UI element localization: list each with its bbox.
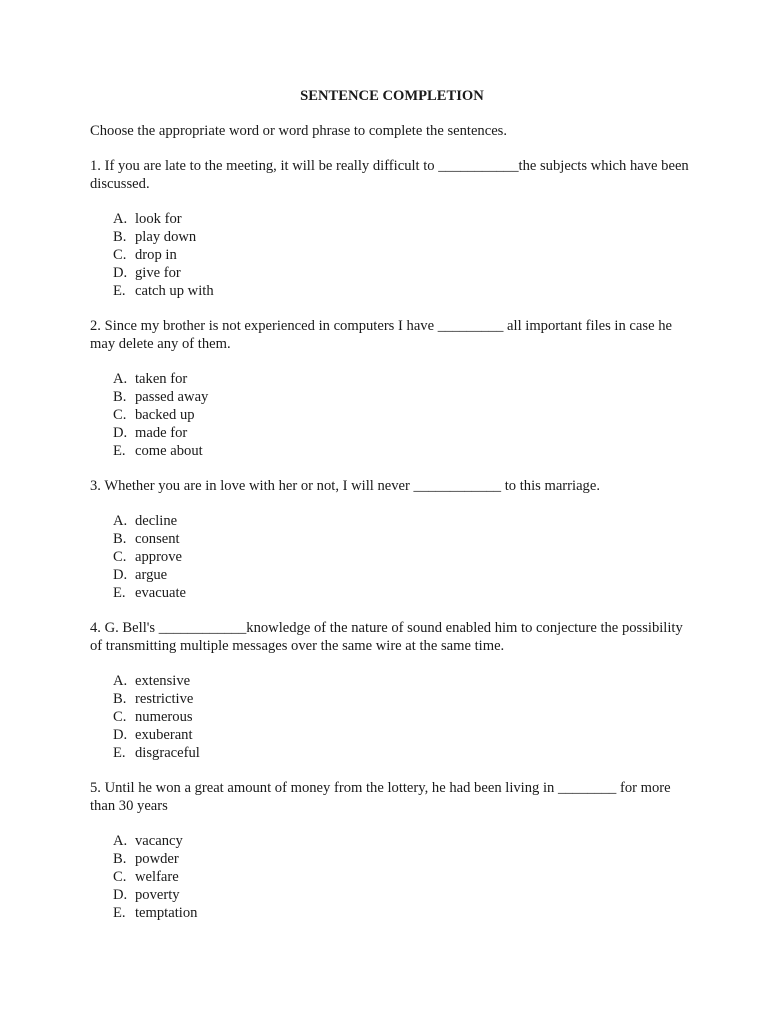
option-letter: A. xyxy=(113,513,128,529)
option-item xyxy=(113,672,690,690)
option-item xyxy=(113,850,690,868)
option-text: disgraceful xyxy=(135,745,200,761)
option-text: temptation xyxy=(135,905,198,921)
option-letter: B. xyxy=(113,691,127,707)
option-letter: B. xyxy=(113,229,127,245)
option-letter: A. xyxy=(113,371,128,387)
option-item xyxy=(113,584,690,602)
question-3 xyxy=(90,477,690,602)
question-5 xyxy=(90,779,690,922)
option-letter: A. xyxy=(113,211,128,227)
instructions-text: Choose the appropriate word or word phrase to complete the sentences. xyxy=(90,123,508,139)
option-text: backed up xyxy=(135,407,195,423)
option-text: numerous xyxy=(135,709,193,725)
option-text: catch up with xyxy=(135,283,214,299)
option-letter: C. xyxy=(113,869,127,885)
option-text: drop in xyxy=(135,247,177,263)
option-text: play down xyxy=(135,229,197,245)
question-text: 5. Until he won a great amount of money from the lottery, he had been living in ________ for more than 30 years xyxy=(90,780,671,814)
option-letter: E. xyxy=(113,745,126,761)
option-list xyxy=(90,672,690,762)
option-item xyxy=(113,832,690,850)
option-item xyxy=(113,406,690,424)
option-text: approve xyxy=(135,549,183,565)
option-item xyxy=(113,264,690,282)
option-letter: E. xyxy=(113,283,126,299)
option-item xyxy=(113,868,690,886)
option-text: restrictive xyxy=(135,691,194,707)
option-list xyxy=(90,370,690,460)
question-text: 4. G. Bell's ____________knowledge of the nature of sound enabled him to conjecture the possibility of transmitting multiple messages over the same wire at the same time. xyxy=(90,620,683,654)
option-item xyxy=(113,210,690,228)
option-letter: C. xyxy=(113,407,127,423)
option-item xyxy=(113,282,690,300)
option-item xyxy=(113,566,690,584)
question-1 xyxy=(90,157,690,300)
option-item xyxy=(113,548,690,566)
option-item xyxy=(113,690,690,708)
option-letter: D. xyxy=(113,425,128,441)
option-text: argue xyxy=(135,567,168,583)
option-letter: D. xyxy=(113,887,128,903)
option-list xyxy=(90,210,690,300)
option-text: come about xyxy=(135,443,203,459)
option-item xyxy=(113,370,690,388)
option-text: passed away xyxy=(135,389,209,405)
option-text: poverty xyxy=(135,887,180,903)
option-item xyxy=(113,246,690,264)
question-text: 3. Whether you are in love with her or not, I will never ____________ to this marriage. xyxy=(90,478,600,494)
option-text: vacancy xyxy=(135,833,183,849)
option-text: consent xyxy=(135,531,180,547)
option-item xyxy=(113,744,690,762)
option-letter: A. xyxy=(113,673,128,689)
option-letter: D. xyxy=(113,567,128,583)
option-letter: D. xyxy=(113,265,128,281)
option-letter: D. xyxy=(113,727,128,743)
option-letter: C. xyxy=(113,247,127,263)
option-letter: B. xyxy=(113,389,127,405)
option-text: welfare xyxy=(135,869,179,885)
question-4 xyxy=(90,619,690,762)
question-text: 2. Since my brother is not experienced in computers I have _________ all important files in case he may delete any of them. xyxy=(90,318,672,352)
option-letter: B. xyxy=(113,531,127,547)
option-letter: E. xyxy=(113,443,126,459)
option-item xyxy=(113,530,690,548)
question-2 xyxy=(90,317,690,460)
option-list xyxy=(90,832,690,922)
option-item xyxy=(113,726,690,744)
option-letter: C. xyxy=(113,709,127,725)
option-letter: C. xyxy=(113,549,127,565)
option-text: made for xyxy=(135,425,188,441)
page-title: SENTENCE COMPLETION xyxy=(300,88,484,104)
option-item xyxy=(113,442,690,460)
option-letter: A. xyxy=(113,833,128,849)
option-item xyxy=(113,708,690,726)
option-letter: B. xyxy=(113,851,127,867)
option-item xyxy=(113,228,690,246)
option-item xyxy=(113,904,690,922)
question-text: 1. If you are late to the meeting, it will be really difficult to ___________the subjects which have been discussed. xyxy=(90,158,689,192)
option-text: taken for xyxy=(135,371,188,387)
option-text: extensive xyxy=(135,673,191,689)
option-list xyxy=(90,512,690,602)
option-item xyxy=(113,886,690,904)
option-text: powder xyxy=(135,851,179,867)
option-item xyxy=(113,424,690,442)
option-text: exuberant xyxy=(135,727,193,743)
question-list xyxy=(90,157,690,922)
document-page xyxy=(90,87,690,939)
option-item xyxy=(113,512,690,530)
option-text: decline xyxy=(135,513,178,529)
option-letter: E. xyxy=(113,905,126,921)
option-text: look for xyxy=(135,211,182,227)
option-text: evacuate xyxy=(135,585,187,601)
option-letter: E. xyxy=(113,585,126,601)
option-item xyxy=(113,388,690,406)
option-text: give for xyxy=(135,265,181,281)
